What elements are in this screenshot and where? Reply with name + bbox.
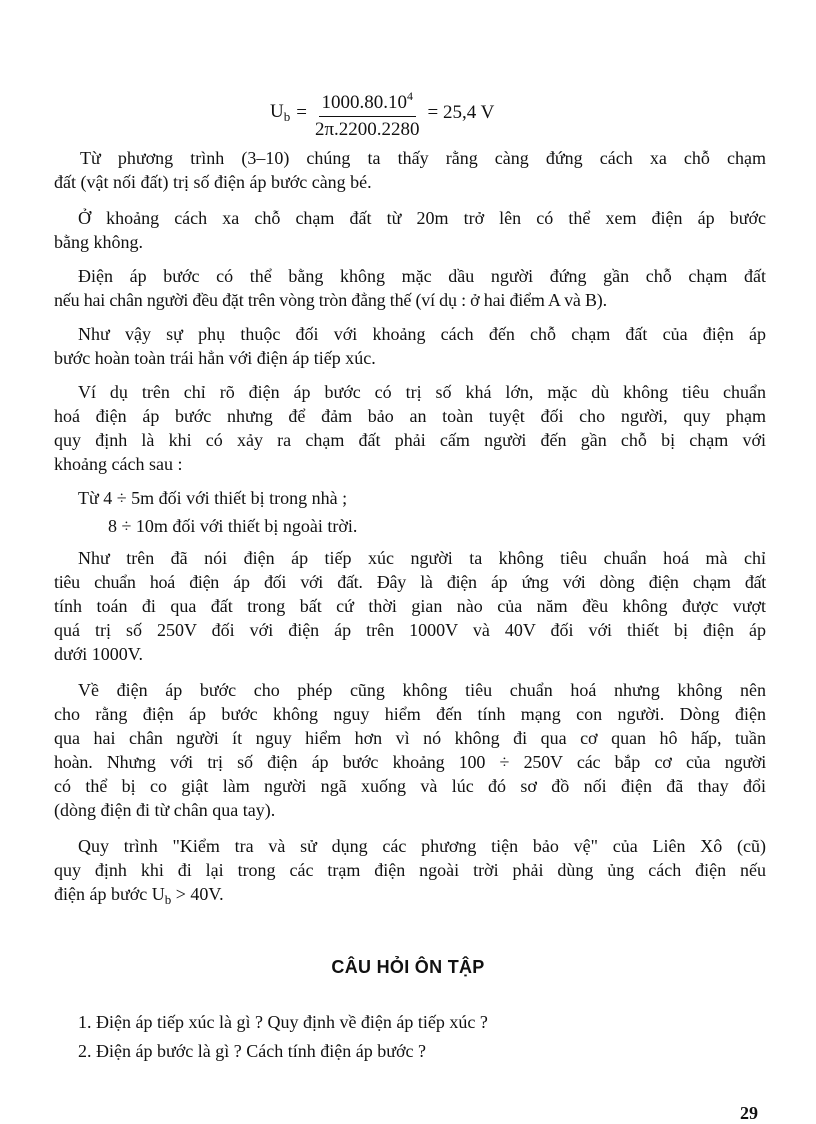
paragraph-2: Ở khoảng cách xa chỗ chạm đất từ 20m trở lên có thể xem điện áp bước bằng không.	[54, 208, 766, 252]
formula-result: = 25,4 V	[427, 102, 495, 123]
review-questions-heading: CÂU HỎI ÔN TẬP	[331, 957, 485, 977]
question-1: 1. Điện áp tiếp xúc là gì ? Quy định về điện áp tiếp xúc ?	[78, 1012, 488, 1032]
formula-fraction	[315, 85, 420, 141]
paragraph-6: Như trên đã nói điện áp tiếp xúc người ta không tiêu chuẩn hoá mà chỉ tiêu chuẩn hoá điện áp đối với đất. Đây là điện áp ứng với dòng điện chạm đất tính toán đi qua đất trong bất cứ thời gian nào của năm đều không được vượt quá trị số 250V đối với điện áp trên 1000V và 40V đối với thiết bị điện áp dưới 1000V.	[54, 548, 766, 664]
formula-numerator: 1000.80.10$^4$	[319, 85, 417, 117]
page-number: 29	[740, 1103, 758, 1123]
formula-denominator: 2π.2200.2280	[314, 119, 420, 140]
paragraph-7: Về điện áp bước cho phép cũng không tiêu chuẩn hoá nhưng không nên cho rằng điện áp bước không nguy hiểm đến tính mạng con người. Dòng điện qua hai chân người ít nguy hiểm hơn vì nó không đi qua cơ quan hô hấp, tuần hoàn. Nhưng với trị số điện áp bước khoảng 100 ÷ 250V các bắp cơ của người có thể bị co giật làm người ngã xuống và lúc đó sơ đồ nối điện đã thay đổi (dòng điện đi từ chân qua tay).	[54, 680, 766, 820]
formula-lhs: $U_b$	[270, 101, 291, 124]
paragraph-5: Ví dụ trên chỉ rõ điện áp bước có trị số khá lớn, mặc dù không tiêu chuẩn hoá điện áp bước nhưng để đảm bảo an toàn tuyệt đối cho người, quy phạm quy định là khi có xảy ra chạm đất phải cấm người đến gần chỗ bị chạm với khoảng cách sau :	[54, 382, 766, 474]
question-2: 2. Điện áp bước là gì ? Cách tính điện áp bước ?	[78, 1041, 426, 1061]
formula-equals: =	[296, 102, 307, 123]
paragraph-4: Như vậy sự phụ thuộc đối với khoảng cách đến chỗ chạm đất của điện áp bước hoàn toàn trái hẳn với điện áp tiếp xúc.	[54, 324, 766, 368]
range-indoor: Từ 4 ÷ 5m đối với thiết bị trong nhà ;	[78, 488, 348, 508]
range-outdoor: 8 ÷ 10m đối với thiết bị ngoài trời.	[108, 516, 358, 536]
paragraph-8: Quy trình "Kiểm tra và sử dụng các phương tiện bảo vệ" của Liên Xô (cũ) quy định khi đi lại trong các trạm điện ngoài trời phải dùng ủng cách điện nếu điện áp bước $U_b > 40V$.	[78, 834, 766, 912]
paragraph-1: Từ phương trình (3–10) chúng ta thấy rằng càng đứng cách xa chỗ chạm đất (vật nối đất) trị số điện áp bước càng bé.	[54, 148, 766, 192]
paragraph-3: Điện áp bước có thể bằng không mặc dầu người đứng gần chỗ chạm đất nếu hai chân người đều đặt trên vòng tròn đẳng thế (ví dụ : ở hai điểm A và B).	[54, 266, 766, 310]
step-voltage-formula	[270, 86, 494, 140]
paragraph-8-last-line: điện áp bước $U_b > 40V$.	[54, 884, 224, 907]
